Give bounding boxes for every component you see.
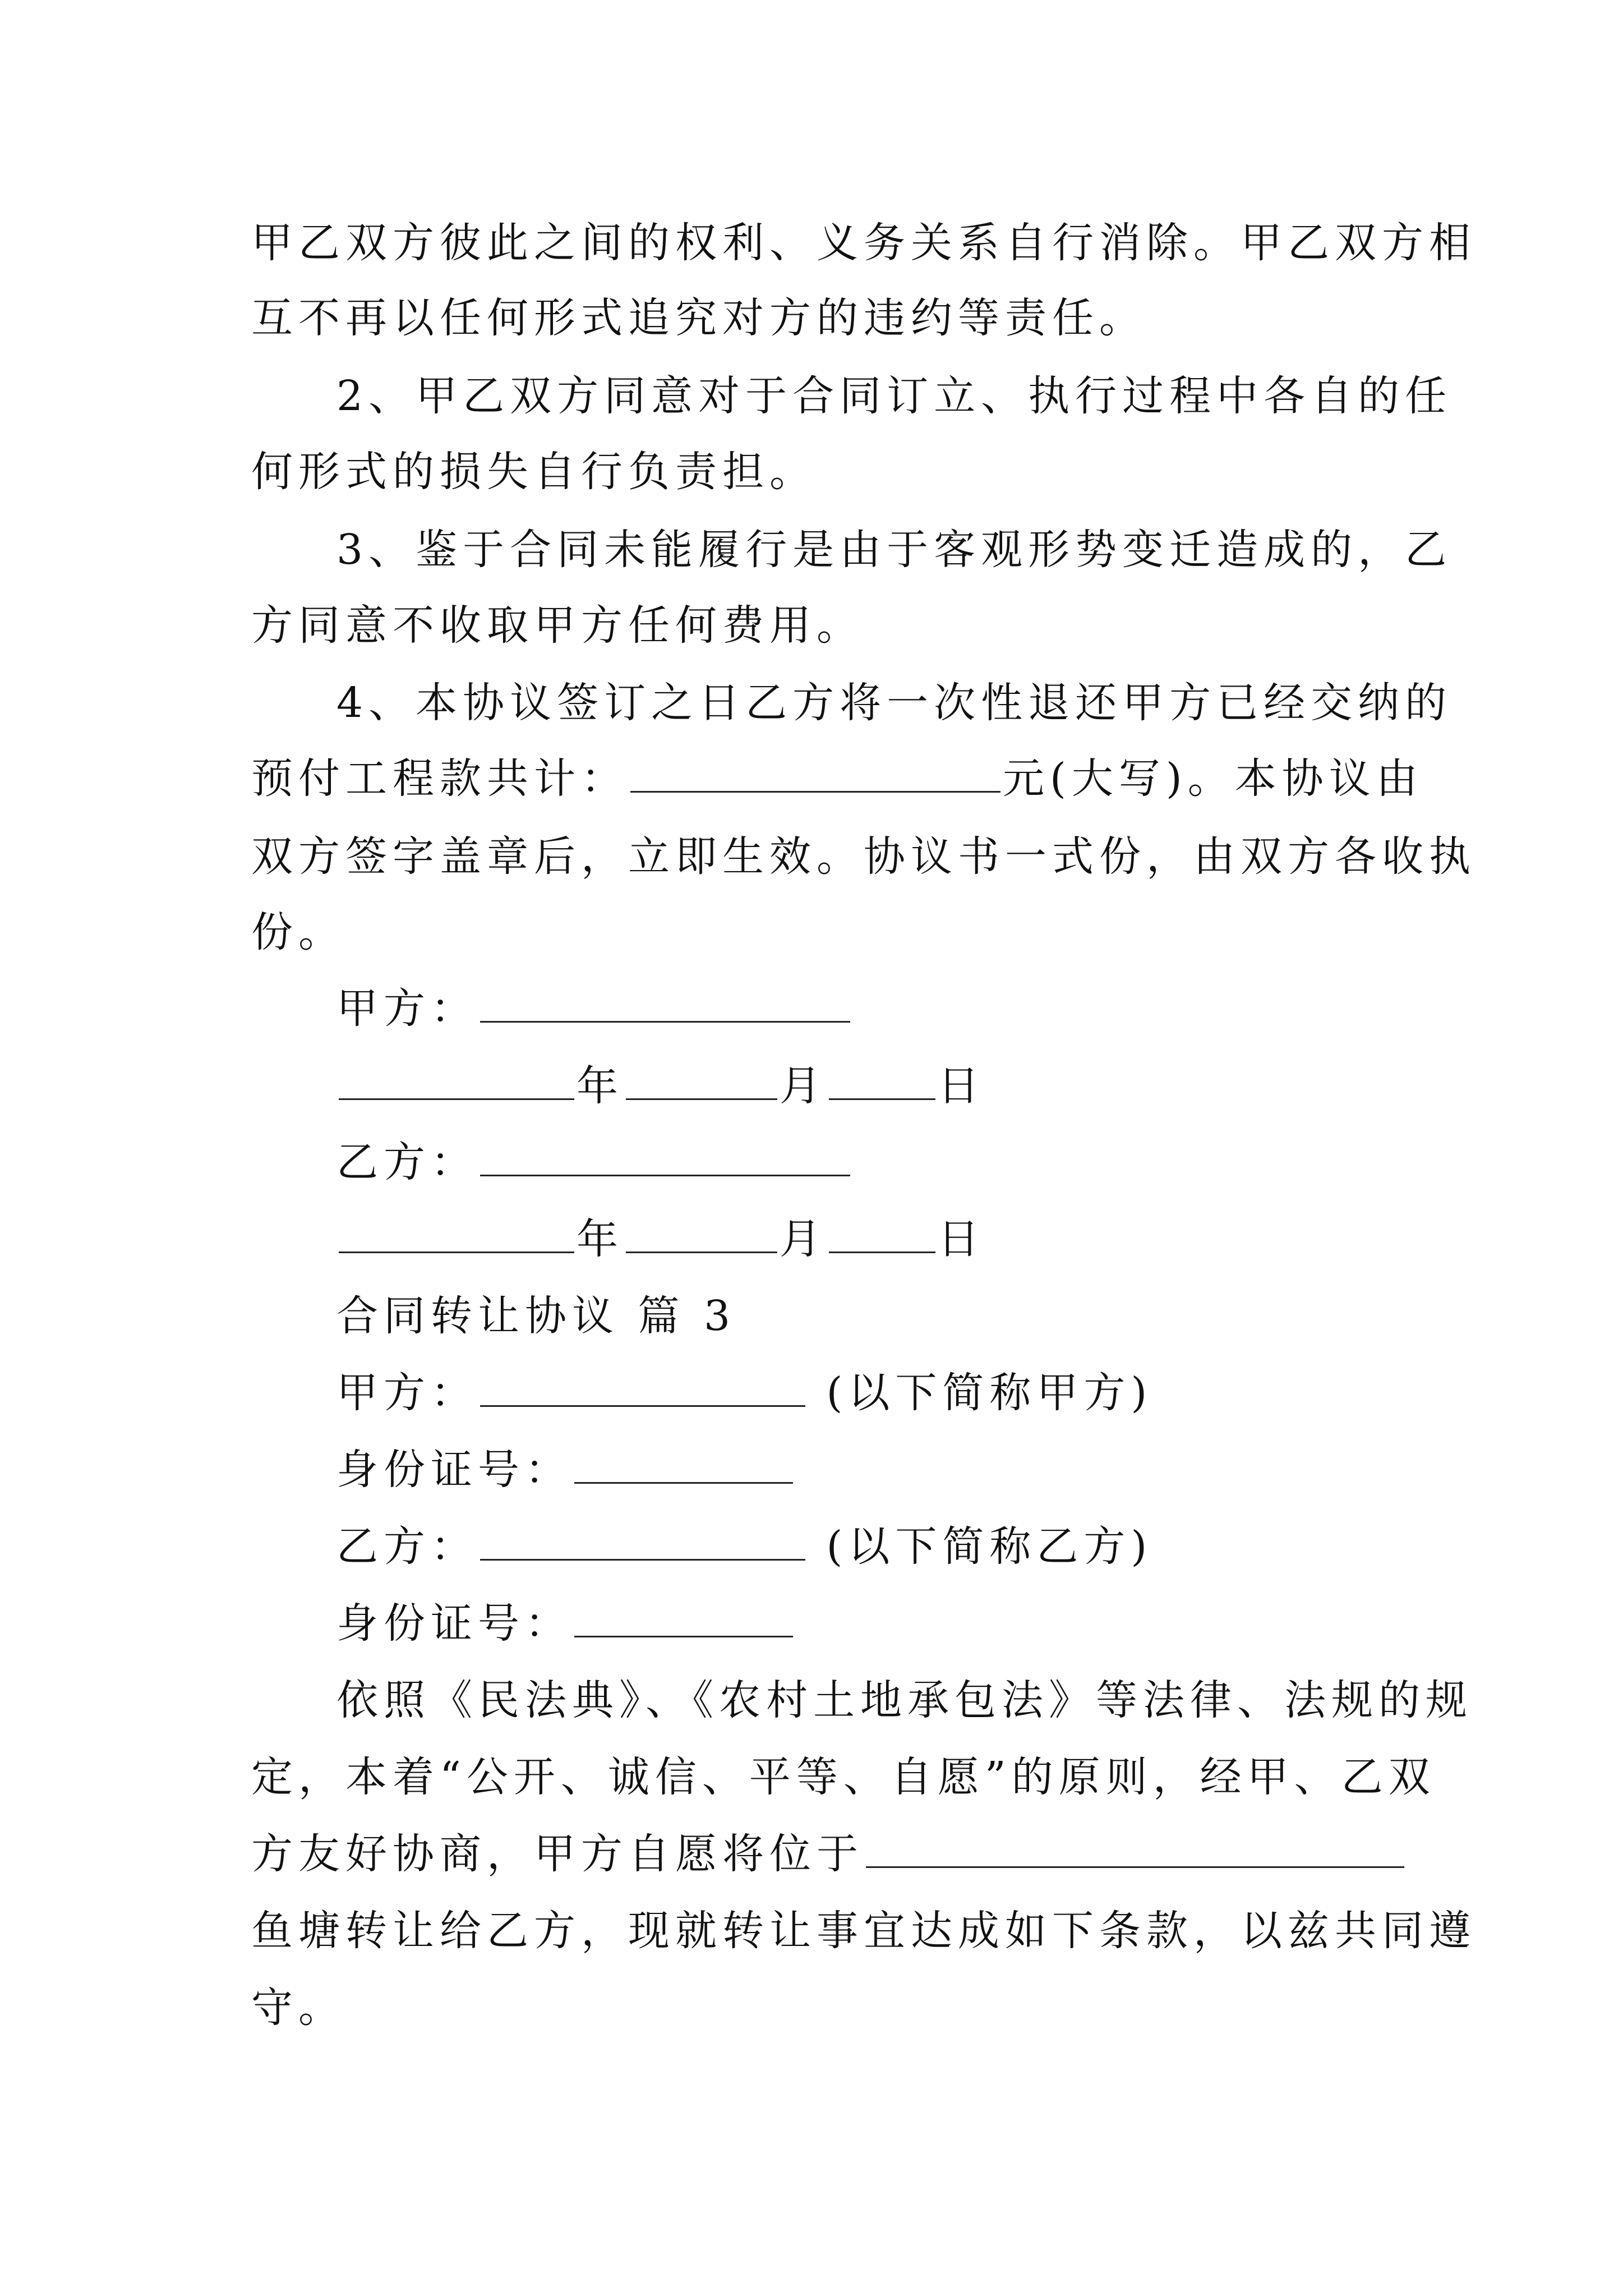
year-label: 年: [577, 1062, 624, 1110]
paragraph-text: 双方签字盖章后，立即生效。协议书一式份，由双方各收执: [251, 832, 1476, 881]
party-b-row: [336, 1507, 1469, 1586]
paragraph-text: 预付工程款共计：: [251, 754, 628, 803]
section-title: 合同转让协议 篇 3: [336, 1292, 736, 1340]
paragraph-text: 互不再以任何形式追究对方的违约等责任。: [251, 294, 1146, 342]
id-number-blank[interactable]: [574, 1447, 793, 1484]
month-blank[interactable]: [626, 1064, 777, 1100]
section-heading: [336, 1277, 1469, 1355]
party-b-label: 乙方：: [336, 1138, 478, 1186]
month-blank[interactable]: [626, 1217, 777, 1253]
id-row-b: [336, 1584, 1469, 1663]
day-label: 日: [938, 1215, 985, 1263]
party-b-signature: [336, 1123, 1469, 1202]
paragraph-text: 依照《民法典》、《农村土地承包法》等法律、法规的规: [336, 1676, 1473, 1724]
paragraph-text: 方同意不收取甲方任何费用。: [251, 601, 864, 650]
party-b-label: 乙方：: [336, 1522, 478, 1571]
location-blank[interactable]: [866, 1832, 1404, 1868]
paragraph-line: [251, 279, 1384, 357]
party-b-note: (以下简称乙方): [826, 1522, 1153, 1571]
id-row-a: [336, 1430, 1469, 1509]
id-number-blank[interactable]: [574, 1601, 793, 1637]
day-label: 日: [938, 1062, 985, 1110]
date-line-a: [336, 1047, 1469, 1125]
clause-4: [336, 664, 1469, 742]
body-paragraph: [251, 1892, 1476, 1970]
clause-2: [336, 357, 1469, 435]
body-paragraph: [251, 1968, 1384, 2047]
body-paragraph: [336, 1661, 1473, 1740]
paragraph-text: 定，本着“公开、诚信、平等、自愿”的原则，经甲、乙双: [251, 1753, 1436, 1801]
paragraph-text: 元(大写)。本协议由: [1003, 754, 1423, 803]
paragraph-text: 何形式的损失自行负责担。: [251, 448, 817, 496]
amount-blank[interactable]: [630, 756, 1000, 793]
party-a-signature-blank[interactable]: [480, 986, 850, 1023]
party-a-label: 甲方：: [336, 1369, 478, 1417]
paragraph-line: [251, 739, 1423, 818]
party-a-row: [336, 1354, 1469, 1432]
party-a-name-blank[interactable]: [480, 1370, 805, 1407]
party-a-signature: [336, 969, 1469, 1048]
day-blank[interactable]: [829, 1217, 935, 1253]
paragraph-line: [251, 432, 1384, 511]
day-blank[interactable]: [829, 1064, 935, 1100]
paragraph-text: 方友好协商，甲方自愿将位于: [251, 1830, 864, 1878]
month-label: 月: [780, 1062, 827, 1110]
paragraph-line: [251, 893, 1384, 972]
party-b-name-blank[interactable]: [480, 1524, 805, 1561]
paragraph-text: 守。: [251, 1984, 345, 2032]
paragraph-line: [251, 586, 1384, 665]
party-b-signature-blank[interactable]: [480, 1140, 850, 1176]
id-label: 身份证号：: [336, 1599, 572, 1648]
body-paragraph: [251, 1738, 1436, 1816]
paragraph-line: [251, 817, 1476, 896]
month-label: 月: [780, 1215, 827, 1263]
paragraph-text: 3、鉴于合同未能履行是由于客观形势变迁造成的，乙: [336, 526, 1453, 574]
year-blank[interactable]: [339, 1064, 574, 1100]
paragraph-text: 甲乙双方彼此之间的权利、义务关系自行消除。甲乙双方相: [251, 219, 1476, 267]
id-label: 身份证号：: [336, 1446, 572, 1494]
paragraph-text: 鱼塘转让给乙方，现就转让事宜达成如下条款，以兹共同遵: [251, 1907, 1476, 1955]
paragraph-text: 2、甲乙双方同意对于合同订立、执行过程中各自的任: [336, 372, 1453, 420]
paragraph-text: 份。: [251, 908, 345, 956]
year-blank[interactable]: [339, 1217, 574, 1253]
party-a-label: 甲方：: [336, 984, 478, 1033]
date-line-b: [336, 1200, 1469, 1278]
paragraph-line: [251, 204, 1476, 282]
clause-3: [336, 510, 1469, 589]
party-a-note: (以下简称甲方): [826, 1369, 1153, 1417]
body-paragraph: [251, 1815, 1384, 1893]
paragraph-text: 4、本协议签订之日乙方将一次性退还甲方已经交纳的: [336, 679, 1453, 727]
year-label: 年: [577, 1215, 624, 1263]
